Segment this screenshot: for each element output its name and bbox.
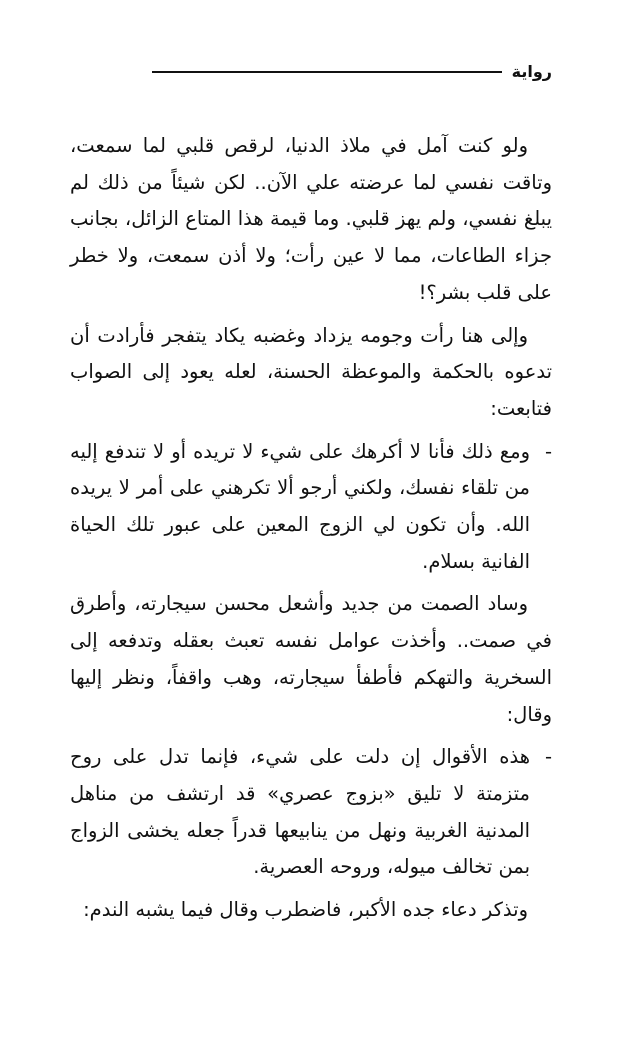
dialogue-line [70,434,552,581]
page-body [70,128,552,929]
paragraph: وساد الصمت من جديد وأشعل محسن سيجارته، وأطرق في صمت.. وأخذت عوامل نفسه تعبث بعقله وتدفعه إلى السخرية والتهكم فأطفأ سيجارته، وهب واقفاً، ونظر إليها وقال: [70,592,552,726]
paragraph: ولو كنت آمل في ملاذ الدنيا، لرقص قلبي لما سمعت، وتاقت نفسي لما عرضته علي الآن.. لكن شيئاً من ذلك لم يبلغ نفسي، ولم يهز قلبي. وما قيمة هذا المتاع الزائل، بجانب جزاء الطاعات، مما لا عين رأت؛ ولا أذن سمعت، ولا خطر على قلب بشر؟! [70,134,552,304]
running-header [152,62,552,81]
header-rule [152,71,502,73]
paragraph: وتذكر دعاء جده الأكبر، فاضطرب وقال فيما يشبه الندم: [83,898,528,922]
dialogue-text: ومع ذلك فأنا لا أكرهك على شيء لا تريده أو لا تندفع إليه من تلقاء نفسك، ولكني أرجو ألا تكرهني على أمر لا يريده الله. وأن تكون لي الزوج المعين على عبور تلك الحياة الفانية بسلام. [70,439,530,573]
book-section-title: رواية [511,62,552,81]
dialogue-dash: - [544,439,552,463]
dialogue-line [70,739,552,886]
dialogue-dash: - [544,745,552,769]
paragraph: وإلى هنا رأت وجومه يزداد وغضبه يكاد يتفجر فأرادت أن تدعوه بالحكمة والموعظة الحسنة، لعله يعود إلى الصواب فتابعت: [70,323,552,420]
dialogue-text: هذه الأقوال إن دلت على شيء، فإنما تدل على روح متزمتة لا تليق «بزوج عصري» قد ارتشف من مناهل المدنية الغربية ونهل من ينابيعها قدراً جعله يخشى الزواج بمن تخالف ميوله، وروحه العصرية. [70,745,530,879]
